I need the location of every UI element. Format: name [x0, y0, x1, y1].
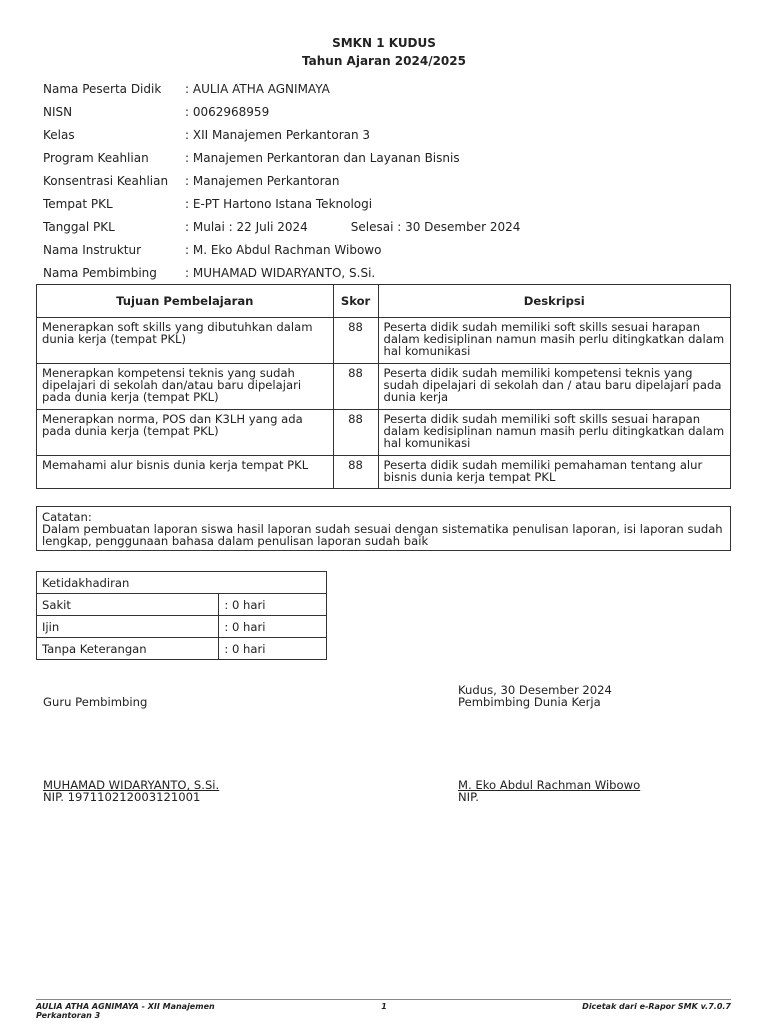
teacher-nip: NIP. 197110212003121001: [43, 790, 201, 804]
header-deskripsi: Deskripsi: [378, 285, 730, 318]
absence-row: [37, 616, 327, 638]
notes-box: [36, 506, 731, 551]
academic-year: Tahun Ajaran 2024/2025: [302, 54, 466, 68]
absence-row: [37, 638, 327, 660]
info-value-dates: [185, 220, 733, 243]
header-tujuan: Tujuan Pembelajaran: [37, 285, 334, 318]
teacher-name: MUHAMAD WIDARYANTO, S.Si.: [43, 778, 220, 792]
learning-objectives-table: [36, 284, 731, 489]
absence-title: Ketidakhadiran: [37, 572, 327, 594]
info-value: : AULIA ATHA AGNIMAYA: [185, 82, 330, 96]
absence-value: : 0 hari: [219, 638, 327, 660]
tujuan-cell: Menerapkan norma, POS dan K3LH yang ada pada dunia kerja (tempat PKL): [37, 410, 334, 456]
skor-cell: 88: [333, 364, 378, 410]
notes-label: Catatan:: [42, 510, 92, 524]
info-label: Tanggal PKL: [43, 220, 115, 234]
skor-cell: 88: [333, 456, 378, 489]
skor-cell: 88: [333, 318, 378, 364]
table-row: [37, 364, 731, 410]
absence-table: [36, 571, 327, 660]
deskripsi-cell: Peserta didik sudah memiliki pemahaman tentang alur bisnis dunia kerja tempat PKL: [378, 456, 730, 489]
info-row-kelas: [43, 128, 733, 151]
notes-text: Dalam pembuatan laporan siswa hasil laporan sudah sesuai dengan sistematika penulisan laporan, isi laporan sudah lengkap, penggunaan bahasa dalam penulisan laporan sudah baik: [42, 522, 723, 548]
info-value: : M. Eko Abdul Rachman Wibowo: [185, 243, 382, 257]
info-value: : Manajemen Perkantoran dan Layanan Bisnis: [185, 151, 460, 165]
header-skor: Skor: [333, 285, 378, 318]
info-row-tanggal: [43, 220, 733, 243]
table-row: [37, 456, 731, 489]
student-info: [43, 82, 733, 289]
absence-value: : 0 hari: [219, 594, 327, 616]
info-label: NISN: [43, 105, 73, 119]
footer-printed-by: Dicetak dari e-Rapor SMK v.7.0.7: [582, 1002, 731, 1011]
industry-supervisor-nip: NIP.: [458, 790, 479, 804]
absence-value: : 0 hari: [219, 616, 327, 638]
absence-label: Sakit: [37, 594, 219, 616]
industry-supervisor-name: M. Eko Abdul Rachman Wibowo: [458, 778, 641, 792]
info-row-nisn: [43, 105, 733, 128]
tujuan-cell: Menerapkan kompetensi teknis yang sudah dipelajari di sekolah dan/atau baru dipelajari pada dunia kerja (tempat PKL): [37, 364, 334, 410]
info-row-tempat: [43, 197, 733, 220]
footer-student-line1: AULIA ATHA AGNIMAYA - XII Manajemen: [36, 1002, 215, 1011]
absence-title-row: [37, 572, 327, 594]
info-row-name: [43, 82, 733, 105]
info-value: : 0062968959: [185, 105, 270, 119]
footer-student-line2: Perkantoran 3: [36, 1011, 101, 1020]
info-label: Tempat PKL: [43, 197, 113, 211]
deskripsi-cell: Peserta didik sudah memiliki kompetensi teknis yang sudah dipelajari di sekolah dan / atau baru dipelajari pada dunia kerja: [378, 364, 730, 410]
place-date: Kudus, 30 Desember 2024: [458, 683, 612, 697]
footer-student: [36, 1002, 215, 1020]
teacher-title: Guru Pembimbing: [43, 695, 148, 709]
deskripsi-cell: Peserta didik sudah memiliki soft skills sesuai harapan dalam kedisiplinan namun masih perlu ditingkatkan dalam hal komunikasi: [378, 410, 730, 456]
absence-label: Ijin: [37, 616, 219, 638]
info-row-instruktur: [43, 243, 733, 266]
end-date: Selesai : 30 Desember 2024: [350, 220, 521, 234]
info-label: Program Keahlian: [43, 151, 149, 165]
info-label: Nama Instruktur: [43, 243, 142, 257]
start-date: : Mulai : 22 Juli 2024: [185, 220, 308, 234]
tujuan-cell: Memahami alur bisnis dunia kerja tempat PKL: [37, 456, 334, 489]
footer-divider: [36, 999, 731, 1000]
table-row: [37, 318, 731, 364]
info-value: : E-PT Hartono Istana Teknologi: [185, 197, 373, 211]
info-value: : MUHAMAD WIDARYANTO, S.Si.: [185, 266, 376, 280]
info-row-program: [43, 151, 733, 174]
skor-cell: 88: [333, 410, 378, 456]
table-header-row: [37, 285, 731, 318]
info-label: Konsentrasi Keahlian: [43, 174, 169, 188]
info-label: Nama Peserta Didik: [43, 82, 162, 96]
info-row-konsentrasi: [43, 174, 733, 197]
footer-page-number: 1: [381, 1002, 387, 1011]
tujuan-cell: Menerapkan soft skills yang dibutuhkan dalam dunia kerja (tempat PKL): [37, 318, 334, 364]
info-value: : XII Manajemen Perkantoran 3: [185, 128, 371, 142]
absence-label: Tanpa Keterangan: [37, 638, 219, 660]
table-row: [37, 410, 731, 456]
info-value: : Manajemen Perkantoran: [185, 174, 340, 188]
school-name: SMKN 1 KUDUS: [332, 36, 436, 50]
deskripsi-cell: Peserta didik sudah memiliki soft skills sesuai harapan dalam kedisiplinan namun masih perlu ditingkatkan dalam hal komunikasi: [378, 318, 730, 364]
info-label: Kelas: [43, 128, 75, 142]
industry-supervisor-title: Pembimbing Dunia Kerja: [458, 695, 601, 709]
absence-row: [37, 594, 327, 616]
info-label: Nama Pembimbing: [43, 266, 157, 280]
